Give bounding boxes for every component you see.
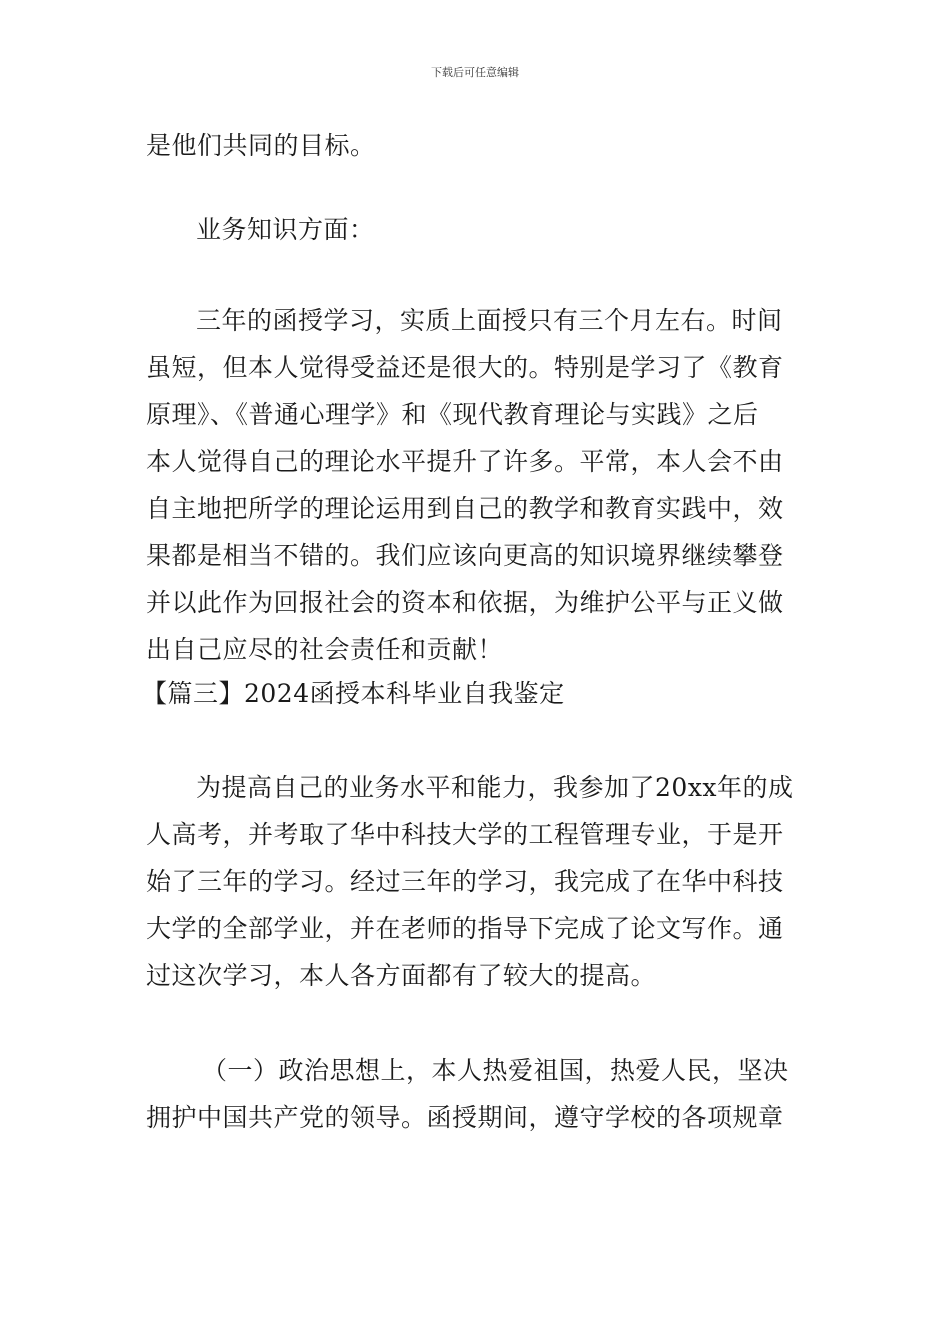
text-line: 本人觉得自己的理论水平提升了许多。平常，本人会不由 (146, 447, 784, 476)
text-line: 自主地把所学的理论运用到自己的教学和教育实践中，效 (146, 494, 784, 523)
text-line: 为提高自己的业务水平和能力，我参加了20xx年的成 (196, 773, 794, 802)
text-line: （一）政治思想上，本人热爱祖国，热爱人民，坚决 (202, 1056, 789, 1085)
page-header: 下载后可任意编辑 (431, 66, 519, 79)
paragraph (146, 1053, 806, 1136)
section-title: 【篇三】2024函授本科毕业自我鉴定 (142, 679, 565, 708)
text-line: 拥护中国共产党的领导。函授期间，遵守学校的各项规章 (146, 1103, 784, 1132)
paragraph (146, 770, 806, 994)
text-line: 始了三年的学习。经过三年的学习，我完成了在华中科技 (146, 867, 784, 896)
text-line: 是他们共同的目标。 (146, 131, 376, 160)
text-line: 人高考，并考取了华中科技大学的工程管理专业，于是开 (146, 820, 784, 849)
subheading: 业务知识方面： (196, 215, 375, 244)
text-line: 并以此作为回报社会的资本和依据，为维护公平与正义做 (146, 588, 784, 617)
text-line: 虽短，但本人觉得受益还是很大的。特别是学习了《教育 (146, 353, 784, 382)
text-line: 出自己应尽的社会责任和贡献！ (146, 635, 504, 664)
text-line: 三年的函授学习，实质上面授只有三个月左右。时间 (196, 306, 783, 335)
document-body (142, 128, 806, 1136)
text-line: 过这次学习，本人各方面都有了较大的提高。 (146, 961, 657, 990)
text-line: 原理》、《普通心理学》和《现代教育理论与实践》之后 (146, 400, 759, 429)
paragraph (146, 303, 806, 668)
text-line: 大学的全部学业，并在老师的指导下完成了论文写作。通 (146, 914, 784, 943)
text-line: 果都是相当不错的。我们应该向更高的知识境界继续攀登 (146, 541, 784, 570)
